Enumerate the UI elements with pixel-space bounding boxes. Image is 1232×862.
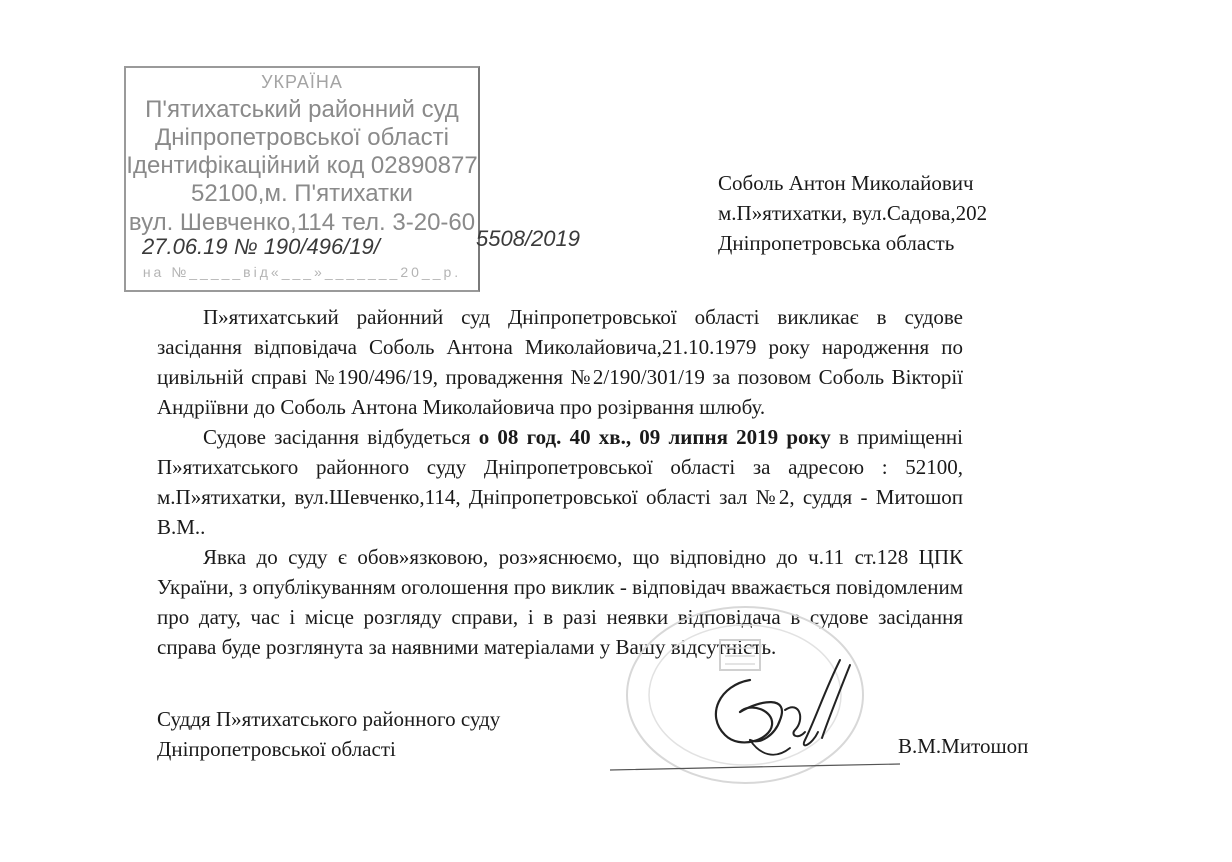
hearing-text-end: в приміщенні П»ятихатського районного суду Дніпропетровської області за адресою : 52100, м.П»ятихатки, вул.Шевченко,114, Дніпропетровської області зал №2, суддя - Митошоп В.М.. — [157, 425, 964, 539]
addressee-name: Соболь Антон Миколайович — [718, 171, 974, 195]
stamp-country: УКРАЇНА — [261, 72, 343, 92]
stamp-court: П'ятихатський районний суд — [145, 96, 459, 123]
judge-name: В.М.Митошоп — [898, 734, 1029, 758]
addressee-block — [718, 168, 987, 258]
stamp-bottom-line: на №_____від«___»_______20__р. — [142, 264, 462, 280]
stamp-region: Дніпропетровської області — [155, 124, 449, 151]
stamp-registration: 27.06.19 № 190/496/19/ — [142, 234, 380, 259]
stamp-id-code: Ідентифікаційний код 02890877 — [126, 152, 478, 179]
judge-title-line2: Дніпропетровської області — [157, 737, 396, 761]
paragraph-attendance: Явка до суду є обов»язковою, роз»яснюємо, що відповідно до ч.11 ст.128 ЦПК України, з опублікуванням оголошення про виклик - відповідач вважається повідомленим про дату, час і місце розгляду справи, і в разі неявки відповідача в судове засідання справа буде розглянута за наявними матеріалами у Вашу відсутність. — [157, 545, 963, 659]
paragraph-hearing — [157, 422, 963, 542]
paragraph-summons: П»ятихатський районний суд Дніпропетровської області викликає в судове засідання відповідача Соболь Антона Миколайовича,21.10.1979 року народження по цивільній справі №190/496/19, провадження №2/190/301/19 за позовом Соболь Вікторії Андріївни до Соболь Антона Миколайовича про розірвання шлюбу. — [157, 305, 963, 419]
stamp-postal: 52100,м. П'ятихатки — [191, 180, 413, 207]
hearing-text-start: Судове засідання відбудеться — [203, 425, 479, 449]
addressee-address: м.П»ятихатки, вул.Садова,202 — [718, 201, 988, 225]
hearing-datetime: о 08 год. 40 хв., 09 липня 2019 року — [478, 425, 831, 449]
judge-title-line1: Суддя П»ятихатського районного суду — [157, 707, 501, 731]
addressee-region: Дніпропетровська область — [718, 231, 955, 255]
stamp-registration-end: 5508/2019 — [476, 226, 580, 251]
handwritten-signature — [600, 640, 900, 780]
court-stamp — [124, 66, 480, 292]
stamp-street: вул. Шевченко,114 тел. 3-20-60 — [128, 209, 476, 236]
judge-title — [157, 704, 500, 764]
